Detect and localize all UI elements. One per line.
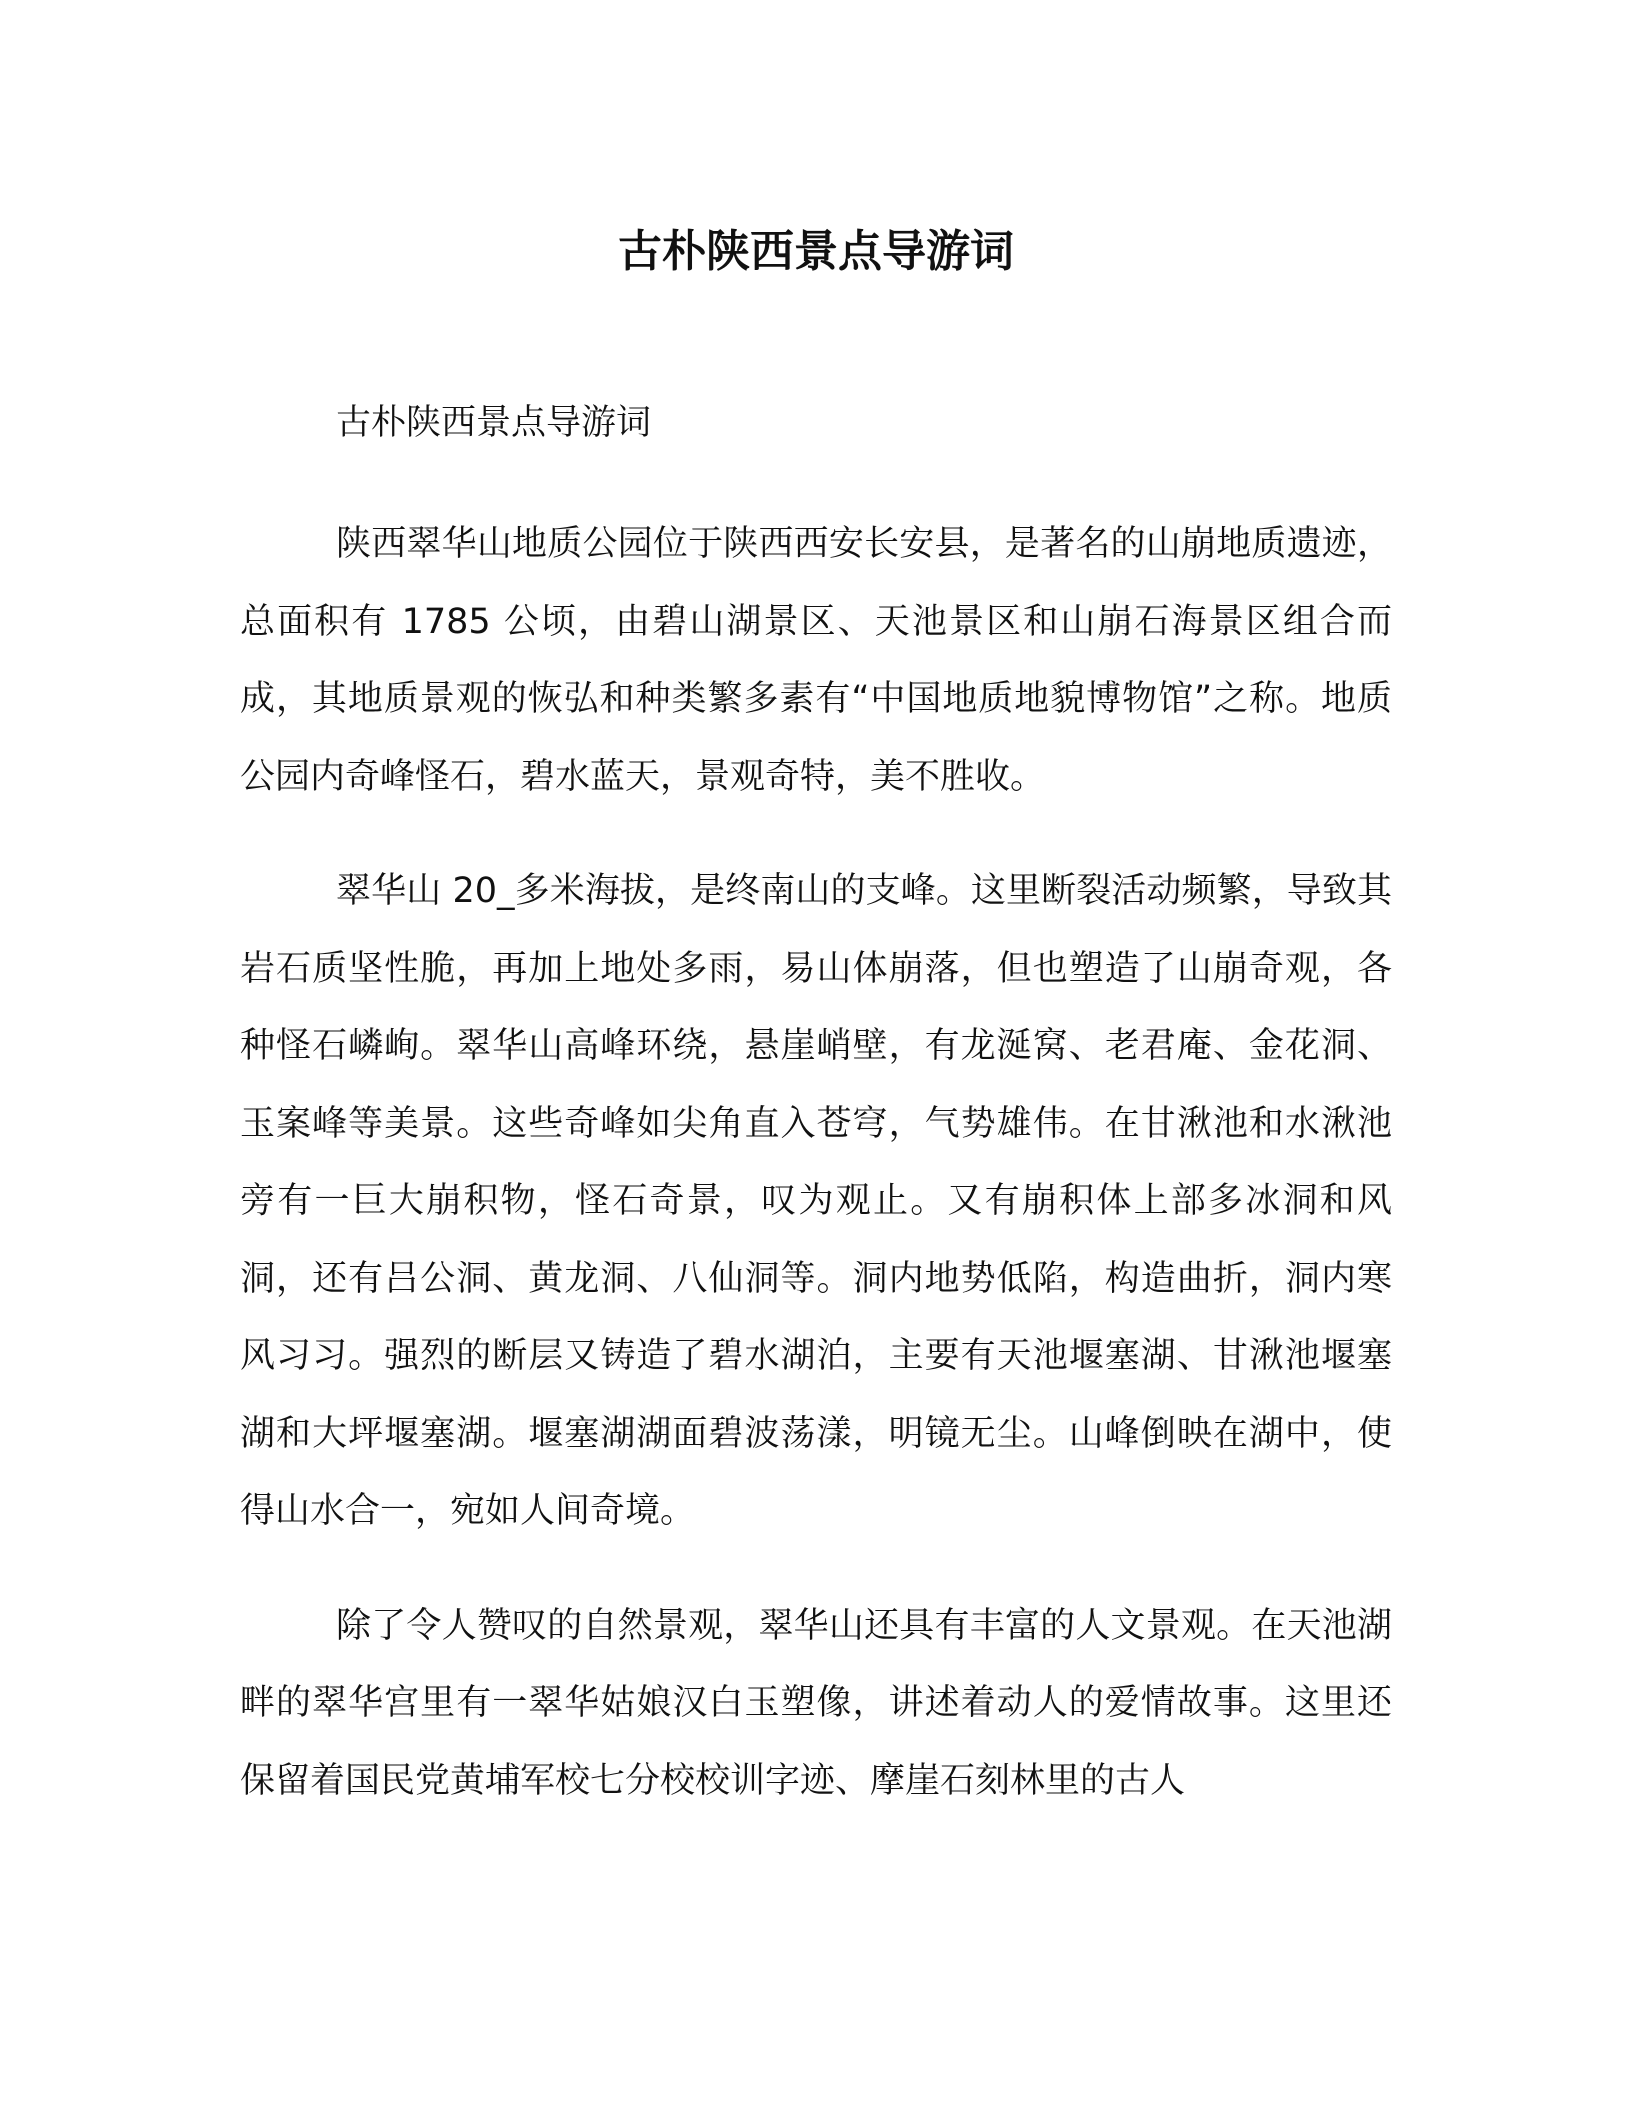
- document-subtitle: 古朴陕西景点导游词: [336, 403, 652, 443]
- paragraph-3: 除了令人赞叹的自然景观，翠华山还具有丰富的人文景观。在天池湖畔的翠华宫里有一翠华姑娘汉白玉塑像，讲述着动人的爱情故事。这里还保留着国民党黄埔军校七分校校训字迹、摩崖石刻林里的古人: [240, 1605, 1392, 1801]
- paragraph-1: 陕西翠华山地质公园位于陕西西安长安县，是著名的山崩地质遗迹，总面积有 1785 公顷，由碧山湖景区、天池景区和山崩石海景区组合而成，其地质景观的恢弘和种类繁多素有“中国地质地貌博物馆”之称。地质公园内奇峰怪石，碧水蓝天，景观奇特，美不胜收。: [240, 524, 1392, 797]
- paragraph-2: 翠华山 20_多米海拔，是终南山的支峰。这里断裂活动频繁，导致其岩石质坚性脆，再加上地处多雨，易山体崩落，但也塑造了山崩奇观，各种怪石嶙峋。翠华山高峰环绕，悬崖峭壁，有龙涎窝、老君庵、金花洞、玉案峰等美景。这些奇峰如尖角直入苍穹，气势雄伟。在甘湫池和水湫池旁有一巨大崩积物，怪石奇景，叹为观止。又有崩积体上部多冰洞和风洞，还有吕公洞、黄龙洞、八仙洞等。洞内地势低陷，构造曲折，洞内寒风习习。强烈的断层又铸造了碧水湖泊，主要有天池堰塞湖、甘湫池堰塞湖和大坪堰塞湖。堰塞湖湖面碧波荡漾，明镜无尘。山峰倒映在湖中，使得山水合一，宛如人间奇境。: [240, 871, 1392, 1531]
- document-body: [240, 388, 1392, 1857]
- document-title: 古朴陕西景点导游词: [618, 226, 1014, 277]
